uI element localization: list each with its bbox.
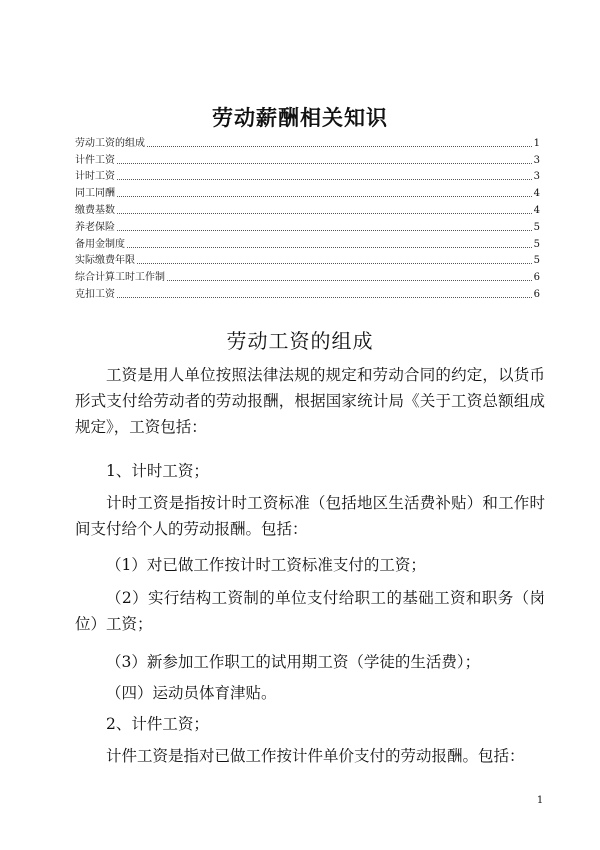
list-item-heading: 2、计件工资； — [106, 715, 209, 733]
table-of-contents — [75, 133, 540, 301]
body-paragraph: （2）实行结构工资制的单位支付给职工的基础工资和职务（岗位）工资； — [75, 589, 545, 633]
toc-entry[interactable] — [75, 267, 540, 284]
body-paragraph: 计件工资是指对已做工作按计件单价支付的劳动报酬。包括： — [106, 747, 525, 765]
toc-dot-leader — [137, 263, 532, 264]
toc-entry-page: 4 — [533, 188, 540, 200]
toc-entry-page: 5 — [533, 255, 540, 267]
toc-dot-leader — [127, 247, 532, 248]
toc-entry-label: 克扣工资 — [75, 288, 115, 300]
toc-entry[interactable] — [75, 150, 540, 167]
toc-entry-label: 养老保险 — [75, 221, 115, 233]
toc-entry[interactable] — [75, 167, 540, 184]
toc-entry-page: 1 — [533, 137, 540, 149]
toc-dot-leader — [167, 280, 532, 281]
document-title: 劳动薪酬相关知识 — [212, 106, 388, 130]
toc-entry-page: 6 — [533, 272, 540, 284]
toc-entry-label: 缴费基数 — [75, 204, 115, 216]
toc-dot-leader — [117, 196, 532, 197]
toc-entry-label: 劳动工资的组成 — [75, 137, 145, 149]
toc-entry-page: 6 — [533, 288, 540, 300]
toc-entry-label: 计件工资 — [75, 154, 115, 166]
body-paragraph: （3）新参加工作职工的试用期工资（学徒的生活费）； — [106, 653, 481, 671]
toc-entry-label: 实际缴费年限 — [75, 255, 135, 267]
toc-entry-label: 计时工资 — [75, 171, 115, 183]
toc-entry[interactable] — [75, 217, 540, 234]
toc-dot-leader — [147, 146, 532, 147]
toc-entry-page: 3 — [533, 154, 540, 166]
toc-entry-label: 综合计算工时工作制 — [75, 272, 165, 284]
toc-dot-leader — [117, 297, 532, 298]
body-paragraph: （四）运动员体育津贴。 — [106, 684, 277, 702]
toc-entry[interactable] — [75, 251, 540, 268]
toc-entry[interactable] — [75, 200, 540, 217]
toc-dot-leader — [117, 213, 532, 214]
toc-dot-leader — [117, 163, 532, 164]
body-paragraph: （1）对已做工作按计时工资标准支付的工资； — [106, 556, 426, 574]
toc-entry-label: 备用金制度 — [75, 238, 125, 250]
toc-entry[interactable] — [75, 284, 540, 301]
body-paragraph: 计时工资是指按计时工资标准（包括地区生活费补贴）和工作时间支付给个人的劳动报酬。包括： — [75, 494, 545, 538]
page-number: 1 — [536, 795, 544, 806]
body-paragraph: 工资是用人单位按照法律法规的规定和劳动合同的约定，以货币形式支付给劳动者的劳动报酬，根据国家统计局《关于工资总额组成规定》，工资包括： — [75, 366, 545, 436]
toc-entry[interactable] — [75, 234, 540, 251]
toc-entry[interactable] — [75, 183, 540, 200]
toc-entry-page: 5 — [533, 238, 540, 250]
section-heading: 劳动工资的组成 — [226, 329, 374, 353]
toc-entry-page: 4 — [533, 204, 540, 216]
toc-entry-page: 3 — [533, 171, 540, 183]
toc-dot-leader — [117, 179, 532, 180]
toc-entry[interactable] — [75, 133, 540, 150]
list-item-heading: 1、计时工资； — [106, 462, 209, 480]
toc-entry-label: 同工同酬 — [75, 188, 115, 200]
toc-entry-page: 5 — [533, 221, 540, 233]
toc-dot-leader — [117, 230, 532, 231]
